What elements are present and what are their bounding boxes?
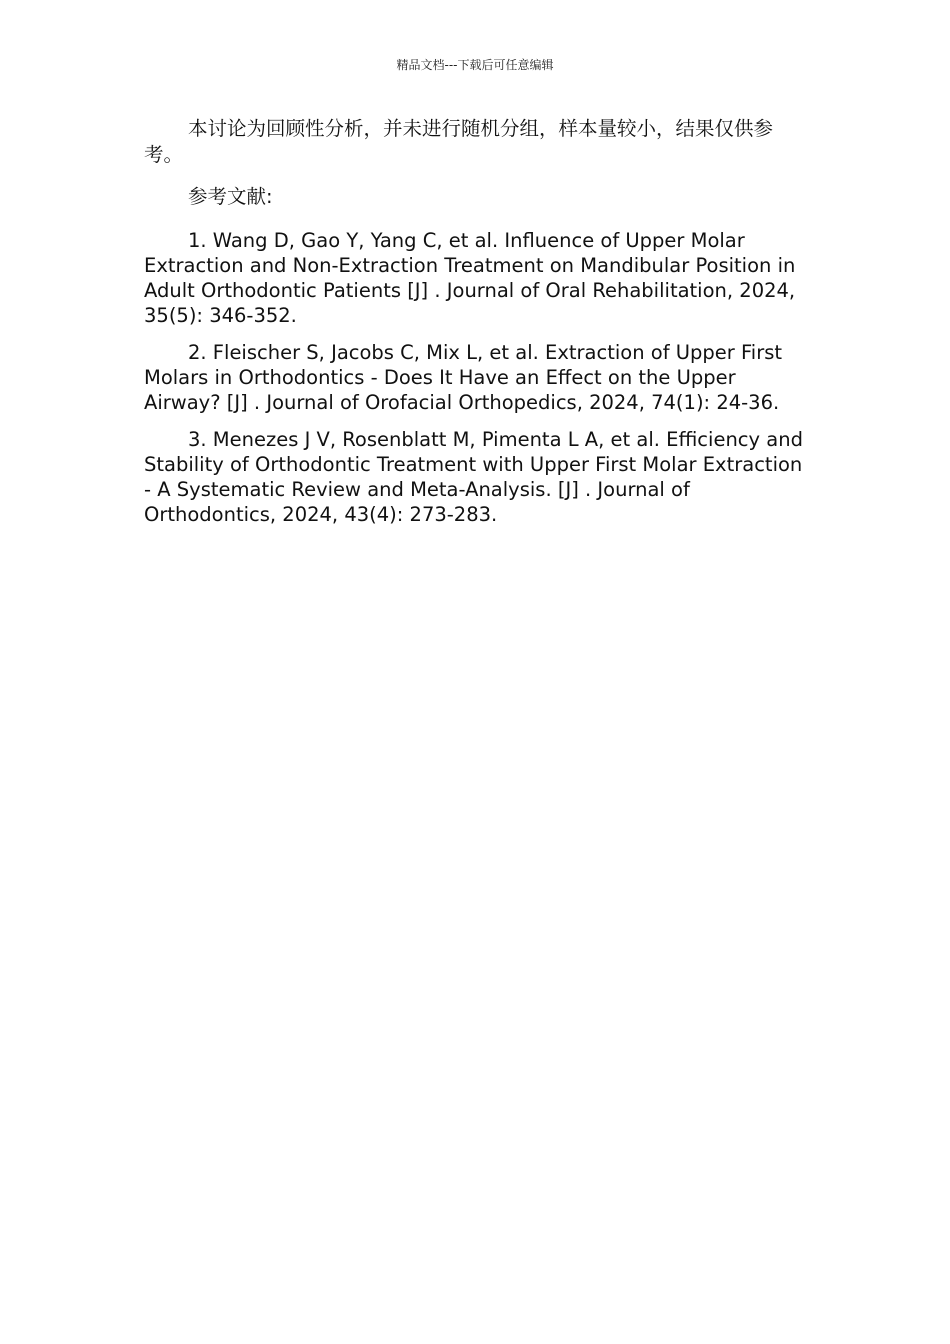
document-body [144,116,806,539]
page-header: 精品文档---下载后可任意编辑 [396,58,554,72]
reference-item-3: 3. Menezes J V, Rosenblatt M, Pimenta L A, et al. Efficiency and Stability of Orthodontic Treatment with Upper First Molar Extraction - A Systematic Review and Meta-Analysis. [J] . Journal of Orthodontics, 2024, 43(4): 273-283. [144,428,803,526]
reference-item-1: 1. Wang D, Gao Y, Yang C, et al. Influence of Upper Molar Extraction and Non-Extraction Treatment on Mandibular Position in Adult Orthodontic Patients [J] . Journal of Oral Rehabilitation, 2024, 35(5): 346-352. [144,229,796,327]
references-heading: 参考文献: [188,185,273,208]
limitation-paragraph: 本讨论为回顾性分析，并未进行随机分组，样本量较小，结果仅供参考。 [144,117,774,166]
reference-item-2: 2. Fleischer S, Jacobs C, Mix L, et al. Extraction of Upper First Molars in Orthodontics - Does It Have an Effect on the Upper Airway? [J] . Journal of Orofacial Orthopedics, 2024, 74(1): 24-36. [144,341,783,414]
